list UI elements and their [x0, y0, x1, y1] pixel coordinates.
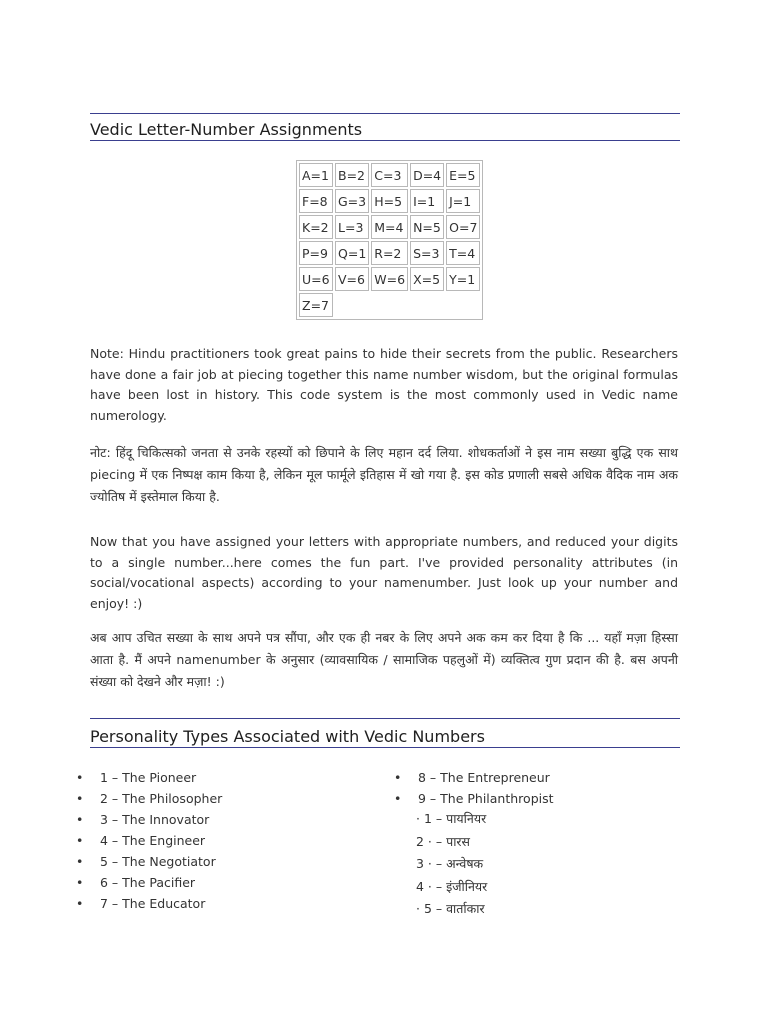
letter-table-cell: I=1	[410, 189, 444, 213]
letter-number-table	[296, 160, 483, 320]
section1-title: Vedic Letter-Number Assignments	[90, 120, 363, 139]
list-item: 2 · – पारस	[416, 833, 470, 849]
list-item-label: 7 – The Educator	[100, 896, 206, 911]
bullet-icon: •	[394, 791, 402, 806]
list-item: · 5 – वार्ताकार	[416, 901, 485, 916]
list-item-label: 1 – The Pioneer	[100, 770, 197, 785]
bullet-icon: •	[76, 875, 84, 890]
list-item: 4 · – इंजीनियर	[416, 878, 488, 894]
letter-table-cell: N=5	[410, 215, 444, 239]
letter-table-empty-cell	[335, 293, 480, 317]
letter-table-cell: B=2	[335, 163, 369, 187]
note-english: Note: Hindu practitioners took great pains to hide their secrets from the public. Researchers have done a fair job at piecing together this name number wisdom, but the original formulas have been lost in history. This code system is the most commonly used in Vedic name numerology.	[90, 346, 678, 423]
section2-title: Personality Types Associated with Vedic Numbers	[90, 727, 485, 746]
letter-table-row	[299, 241, 480, 265]
letter-table-cell: Z=7	[299, 293, 333, 317]
bullet-icon: •	[76, 812, 84, 827]
section1-bottom-rule	[90, 140, 680, 141]
list-item	[76, 788, 222, 809]
list-item: · 1 – पायनियर	[416, 811, 487, 826]
intro-english: Now that you have assigned your letters with appropriate numbers, and reduced your digits to a single number...here comes the fun part. I've provided personality attributes (in social/vocational aspects) according to your namenumber. Just look up your number and enjoy! :)	[90, 534, 678, 611]
letter-table-cell: F=8	[299, 189, 333, 213]
bullet-icon: •	[76, 833, 84, 848]
list-item	[76, 809, 222, 830]
letter-table-cell: P=9	[299, 241, 333, 265]
bullet-icon: •	[76, 770, 84, 785]
list-item-label: 8 – The Entrepreneur	[418, 770, 550, 785]
letter-table-cell: Y=1	[446, 267, 480, 291]
personality-list-hindi	[416, 808, 487, 921]
list-item	[76, 830, 222, 851]
section1-top-rule	[90, 113, 680, 114]
letter-table-row	[299, 293, 480, 317]
bullet-icon: •	[76, 896, 84, 911]
letter-table-cell: U=6	[299, 267, 333, 291]
bullet-icon: •	[76, 791, 84, 806]
list-item	[76, 872, 222, 893]
list-item-label: 5 – The Negotiator	[100, 854, 216, 869]
list-item-label: 4 – The Engineer	[100, 833, 206, 848]
list-item	[76, 767, 222, 788]
letter-table-cell: O=7	[446, 215, 480, 239]
letter-table-cell: V=6	[335, 267, 369, 291]
intro-hindi: अब आप उचित सख्या के साथ अपने पत्र सौंपा, और एक ही नबर के लिए अपने अक कम कर दिया है कि ... यहाँ मज़ा हिस्सा आता है. मैं अपने namenumber के अनुसार (व्यावसायिक / सामाजिक पहलुओं में) व्यक्तित्व गुण प्रदान की है. बस अपनी संख्या को देखने और मज़ा! :)	[90, 630, 678, 689]
letter-table-cell: R=2	[371, 241, 408, 265]
letter-table-cell: J=1	[446, 189, 480, 213]
bullet-icon: •	[394, 770, 402, 785]
list-item	[394, 767, 554, 788]
list-item	[76, 851, 222, 872]
letter-table-row	[299, 267, 480, 291]
personality-list-left	[76, 767, 222, 914]
list-item-label: 3 – The Innovator	[100, 812, 210, 827]
letter-table-cell: H=5	[371, 189, 408, 213]
letter-table-cell: W=6	[371, 267, 408, 291]
letter-table-cell: G=3	[335, 189, 369, 213]
letter-table-cell: E=5	[446, 163, 480, 187]
letter-table-row	[299, 215, 480, 239]
list-item	[394, 788, 554, 809]
letter-table-cell: T=4	[446, 241, 480, 265]
letter-table-cell: A=1	[299, 163, 333, 187]
list-item	[76, 893, 222, 914]
letter-table-cell: Q=1	[335, 241, 369, 265]
letter-table-cell: C=3	[371, 163, 408, 187]
letter-table-row	[299, 189, 480, 213]
personality-list-right	[394, 767, 554, 809]
list-item-label: 2 – The Philosopher	[100, 791, 223, 806]
letter-table-cell: D=4	[410, 163, 444, 187]
letter-table-cell: S=3	[410, 241, 444, 265]
section2-bottom-rule	[90, 747, 680, 748]
letter-table-cell: K=2	[299, 215, 333, 239]
letter-table-cell: L=3	[335, 215, 369, 239]
section2-top-rule	[90, 718, 680, 719]
letter-table-cell: M=4	[371, 215, 408, 239]
list-item: 3 · – अन्वेषक	[416, 856, 484, 871]
letter-table-row	[299, 163, 480, 187]
note-hindi: नोट: हिंदू चिकित्सको जनता से उनके रहस्यों को छिपाने के लिए महान दर्द लिया. शोधकर्ताओं ने इस नाम सख्या बुद्धि एक साथ piecing में एक निष्पक्ष काम किया है, लेकिन मूल फार्मूले इतिहास में खो गया है. इस कोड प्रणाली सबसे अधिक वैदिक नाम अक ज्योतिष में इस्तेमाल किया है.	[90, 445, 678, 504]
letter-table-cell: X=5	[410, 267, 444, 291]
list-item-label: 9 – The Philanthropist	[418, 791, 554, 806]
bullet-icon: •	[76, 854, 84, 869]
list-item-label: 6 – The Pacifier	[100, 875, 196, 890]
